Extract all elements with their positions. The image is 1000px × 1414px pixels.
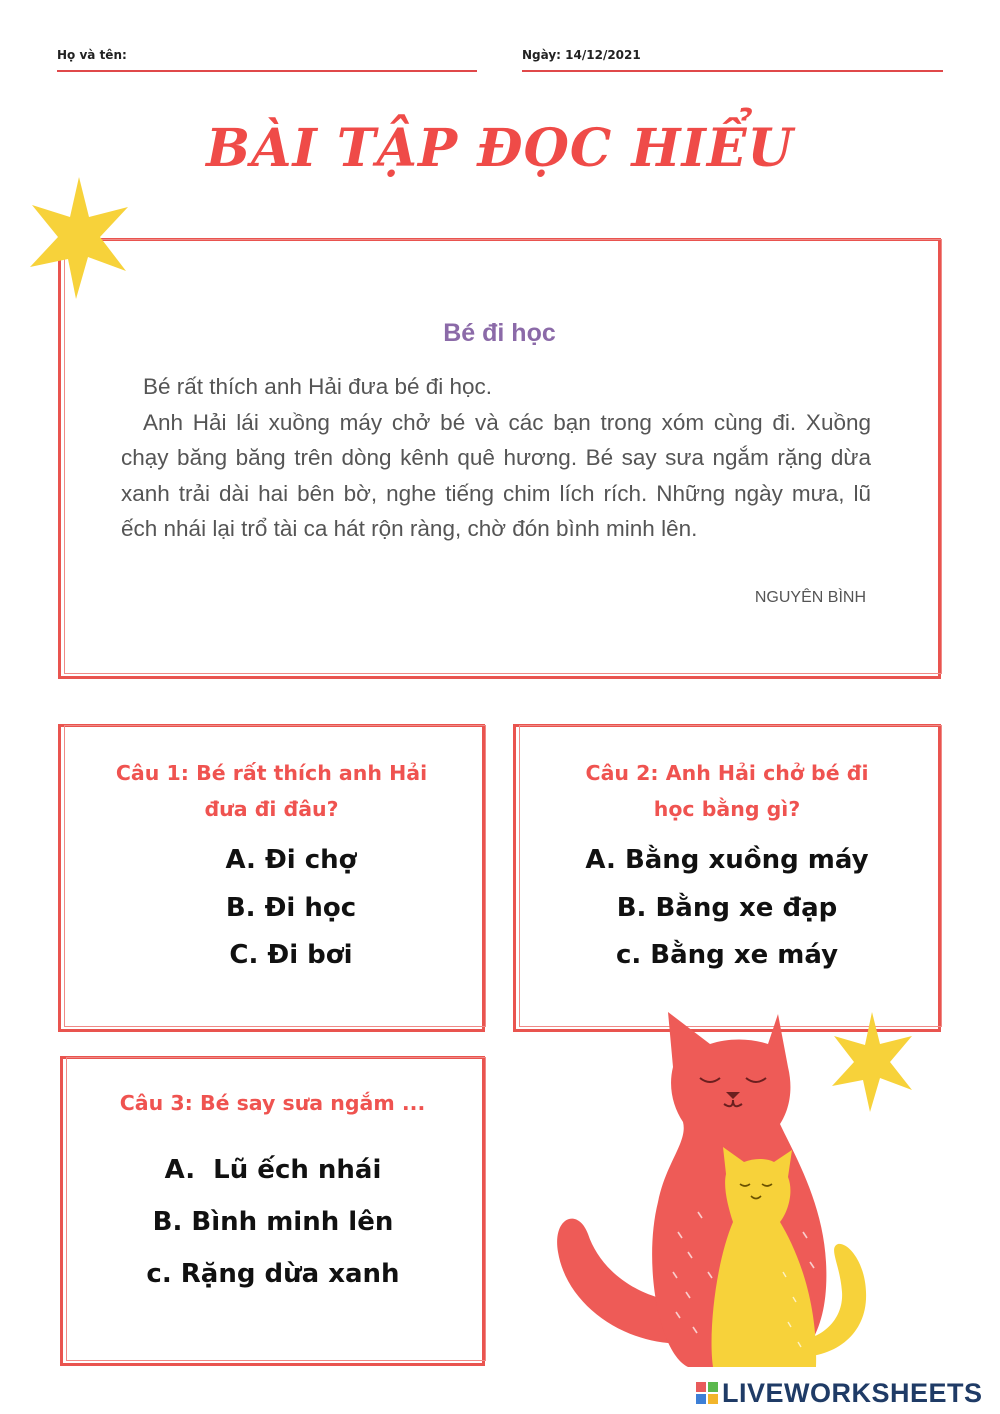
story-text [121,369,871,547]
q3-option-c[interactable]: c. Rặng dừa xanh [146,1259,400,1289]
question-3-box [60,1056,485,1366]
q1-option-a[interactable]: A. Đi chợ [225,845,357,875]
logo-square-1 [696,1382,706,1392]
story-paragraph-2: Anh Hải lái xuồng máy chở bé và các bạn trong xóm cùng đi. Xuồng chạy băng băng trên dòng kênh quê hương. Bé say sưa ngắm rặng dừa xanh trải dài hai bên bờ, nghe tiếng chim lích rích. Những ngày mưa, lũ ếch nhái lại trổ tài ca hát rộn ràng, chờ đón bình minh lên. [121,409,871,541]
q2-option-a[interactable]: A. Bằng xuồng máy [585,845,869,875]
logo-square-4 [708,1394,718,1404]
q2-option-c[interactable]: c. Bằng xe máy [615,940,839,970]
star-icon [26,175,132,301]
star-shape [832,1012,912,1112]
question-2-text [516,755,938,827]
brand-text: LIVEWORKSHEETS [722,1378,983,1408]
q1-option-b[interactable]: B. Đi học [225,893,357,923]
worksheet-title: BÀI TẬP ĐỌC HIỂU [206,118,794,179]
question-1-text [61,755,482,827]
question-3-text: Câu 3: Bé say sưa ngắm ... [119,1091,426,1115]
date-line [522,70,943,72]
name-label: Họ và tên: [57,48,127,62]
star-shape [30,177,128,299]
q3-option-b[interactable]: B. Bình minh lên [152,1207,394,1237]
date-label: Ngày: 14/12/2021 [522,48,641,62]
story-title: Bé đi học [443,319,556,347]
logo-square-3 [696,1394,706,1404]
liveworksheets-logo-icon [696,1382,718,1404]
name-line[interactable] [57,70,477,72]
question-1-line-2: đưa đi đâu? [204,797,339,821]
question-1-line-1: Câu 1: Bé rất thích anh Hải [115,761,428,785]
q3-option-a[interactable]: A. Lũ ếch nhái [164,1155,382,1185]
story-paragraph-1: Bé rất thích anh Hải đưa bé đi học. [143,374,493,399]
question-2-line-1: Câu 2: Anh Hải chở bé đi [585,761,869,785]
question-1-box [58,724,485,1032]
q2-option-b[interactable]: B. Bằng xe đạp [616,893,838,923]
question-2-line-2: học bằng gì? [653,797,801,821]
question-2-box [513,724,941,1032]
star-icon [828,1010,916,1114]
q1-option-c[interactable]: C. Đi bơi [229,940,353,970]
story-author: NGUYÊN BÌNH [754,589,866,606]
logo-square-2 [708,1382,718,1392]
passage-box [58,238,941,679]
